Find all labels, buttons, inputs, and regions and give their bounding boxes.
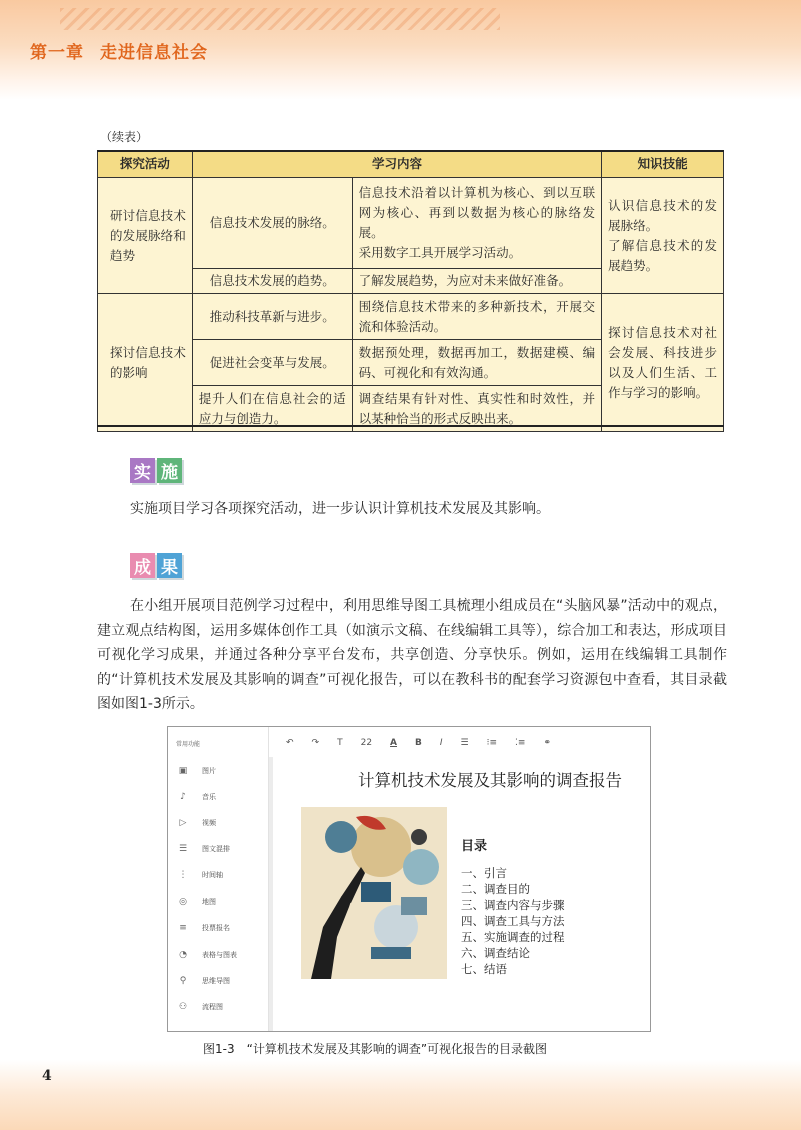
sidebar-item-label: 时间轴 (202, 871, 223, 879)
italic-button[interactable]: I (439, 738, 443, 748)
document-title: 计算机技术发展及其影响的调查报告 (358, 771, 622, 790)
badge-char: 实 (130, 458, 155, 483)
bold-button[interactable]: B (415, 738, 422, 748)
skills-cell: 认识信息技术的发展脉络。 了解信息技术的发展趋势。 (602, 178, 724, 294)
header-activity: 探究活动 (98, 151, 193, 178)
sidebar-scrollbar[interactable] (269, 757, 273, 1031)
music-icon: ♪ (180, 792, 186, 802)
table-continued-label: （续表） (100, 130, 149, 144)
mindmap-icon: ⚲ (179, 976, 187, 986)
form-icon: ≡ (179, 923, 187, 933)
video-icon: ▷ (179, 818, 187, 828)
sub-content-cell: 促进社会变革与发展。 (192, 340, 352, 386)
editor-toolbar (274, 731, 650, 755)
redo-button[interactable]: ↷ (311, 738, 320, 748)
illustration-image (301, 807, 447, 979)
activity-cell: 探讨信息技术的影响 (98, 294, 193, 432)
badge-char: 成 (130, 553, 155, 578)
table-row (98, 178, 724, 269)
sidebar-item-label: 地图 (202, 898, 216, 906)
font-color-button[interactable]: A (390, 738, 398, 748)
align-icon[interactable]: ☰ (460, 738, 469, 748)
chapter-title: 走进信息社会 (100, 43, 208, 63)
sidebar-item-music[interactable] (176, 789, 216, 805)
sidebar-item-label: 表格与图表 (202, 951, 237, 959)
content-cell: 了解发展趋势，为应对未来做好准备。 (352, 269, 602, 294)
flowchart-icon: ⚇ (178, 1002, 188, 1012)
sidebar-item-label: 视频 (202, 819, 216, 827)
chapter-number: 第一章 (30, 43, 84, 63)
table-row (98, 294, 724, 340)
sidebar-item-layout[interactable] (176, 841, 230, 857)
sidebar-item-form[interactable] (176, 920, 230, 936)
content-cell: 数据预处理，数据再加工，数据建模、编码、可视化和有效沟通。 (352, 340, 602, 386)
text-size-button[interactable]: T (337, 738, 343, 748)
sidebar-item-label: 思维导图 (202, 977, 230, 985)
list-item: 五、实施调查的过程 (461, 930, 565, 944)
header-content: 学习内容 (192, 151, 601, 178)
list-item: 四、调查工具与方法 (461, 914, 565, 928)
layout-icon: ☰ (178, 844, 188, 854)
result-paragraph: 在小组开展项目范例学习过程中，利用思维导图工具梳理小组成员在“头脑风暴”活动中的观点，建立观点结构图，运用多媒体创作工具（如演示文稿、在线编辑工具等），综合加工和表达，形成项目可视化学习成果，并通过各种分享平台发布，共享创造、分享快乐。例如，运用在线编辑工具制作的“计算机技术发展及其影响的调查”可视化报告，可以在教科书的配套学习资源包中查看，其目录截图如图1-3所示。 (97, 598, 727, 712)
ordered-list-icon[interactable]: ⁝≡ (486, 738, 498, 748)
timeline-icon: ⋮ (178, 870, 188, 880)
sidebar-item-label: 图文混排 (202, 845, 230, 853)
section-badge-implement (130, 458, 182, 483)
editor-sidebar (168, 727, 269, 1031)
undo-button[interactable]: ↶ (286, 738, 294, 748)
section-badge-result (130, 553, 182, 578)
map-icon: ◎ (179, 897, 187, 907)
badge-char: 果 (157, 553, 182, 578)
sidebar-item-flowchart[interactable] (176, 999, 223, 1015)
chapter-heading (30, 38, 224, 63)
implement-text: 实施项目学习各项探究活动，进一步认识计算机技术发展及其影响。 (130, 501, 550, 517)
list-item: 三、调查内容与步骤 (461, 898, 565, 912)
sidebar-item-timeline[interactable] (176, 867, 223, 883)
content-cell: 信息技术沿着以计算机为核心、到以互联网为核心、再到以数据为核心的脉络发展。 采用数字工具开展学习活动。 (352, 178, 602, 269)
sidebar-item-image[interactable] (176, 763, 216, 779)
list-item: 二、调查目的 (461, 882, 530, 896)
toc-heading: 目录 (461, 839, 488, 854)
activity-cell: 研讨信息技术的发展脉络和趋势 (98, 178, 193, 294)
sub-content-cell: 提升人们在信息社会的适应力与创造力。 (192, 386, 352, 432)
sidebar-item-map[interactable] (176, 894, 216, 910)
sidebar-item-label: 流程图 (202, 1003, 223, 1011)
sidebar-title: 常用功能 (176, 741, 201, 748)
figure-caption: 图1-3 “计算机技术发展及其影响的调查”可视化报告的目录截图 (203, 1042, 548, 1056)
editor-screenshot (167, 726, 651, 1032)
activity-table (97, 150, 724, 432)
table-header-row (98, 151, 724, 178)
header-decoration (60, 8, 500, 30)
image-icon: ▣ (178, 766, 188, 776)
sub-content-cell: 信息技术发展的脉络。 (192, 178, 352, 269)
bullet-list-icon[interactable]: ⁚≡ (515, 738, 526, 748)
sidebar-item-label: 投票报名 (202, 924, 230, 932)
toc-list (461, 865, 565, 977)
sidebar-item-mindmap[interactable] (176, 973, 230, 989)
font-size-select[interactable]: 22 (360, 738, 373, 748)
chart-icon: ◔ (179, 950, 187, 960)
header-skills: 知识技能 (602, 151, 724, 178)
content-cell: 围绕信息技术带来的多种新技术，开展交流和体验活动。 (352, 294, 602, 340)
list-item: 七、结语 (461, 962, 507, 976)
badge-char: 施 (157, 458, 182, 483)
sidebar-item-video[interactable] (176, 815, 216, 831)
list-item: 六、调查结论 (461, 946, 530, 960)
sidebar-item-chart[interactable] (176, 947, 237, 963)
sidebar-item-label: 音乐 (202, 793, 216, 801)
page-footer-band (0, 1060, 801, 1130)
page-number: 4 (42, 1068, 52, 1084)
sub-content-cell: 信息技术发展的趋势。 (192, 269, 352, 294)
list-item: 一、引言 (461, 866, 507, 880)
content-cell: 调查结果有针对性、真实性和时效性，并以某种恰当的形式反映出来。 (352, 386, 602, 432)
link-icon[interactable]: ⚭ (543, 738, 551, 748)
sidebar-item-label: 图片 (202, 767, 216, 775)
skills-cell: 探讨信息技术对社会发展、科技进步以及人们生活、工作与学习的影响。 (602, 294, 724, 432)
sub-content-cell: 推动科技革新与进步。 (192, 294, 352, 340)
